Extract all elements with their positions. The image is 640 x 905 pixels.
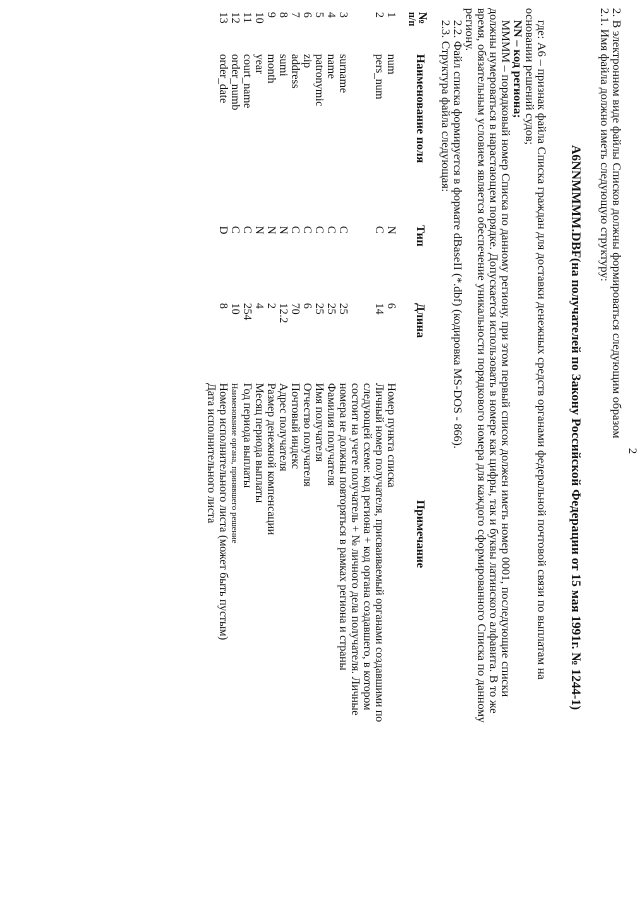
row-number: 8 <box>277 12 289 18</box>
field-note: Номер исполнительного листа (может быть пустым) <box>217 383 229 641</box>
field-note: Месяц периода выплаты <box>253 383 265 503</box>
field-name: order_numb <box>229 54 241 111</box>
row-number: 10 <box>253 12 265 24</box>
field-type: C <box>373 226 385 234</box>
row-number: 4 <box>325 12 337 18</box>
field-name: surname <box>337 54 349 93</box>
row-number: 3 <box>337 12 349 18</box>
field-note: Размер денежной компенсации <box>265 383 277 536</box>
column-notes <box>205 383 397 823</box>
field-length: 254 <box>241 303 253 321</box>
field-type: N <box>265 226 277 235</box>
header-type: Тип <box>414 225 428 247</box>
field-type: N <box>385 226 397 235</box>
explanation-line-8: 2.2. Файл списка формируется в формате dBaseII (*.dbf) (кодировка MS-DOS - 866). <box>451 20 465 449</box>
column-types <box>217 226 397 266</box>
field-name: address <box>289 54 301 89</box>
field-note: Отчество получателя <box>301 383 313 487</box>
row-number: 11 <box>241 12 253 24</box>
field-length: 70 <box>289 303 301 315</box>
field-note: следующей схеме: код региона + код органа создавшего, в котором <box>361 383 373 711</box>
field-type: C <box>313 226 325 234</box>
field-name: zip <box>301 54 313 69</box>
row-number: 7 <box>289 12 301 18</box>
column-numbers <box>217 12 397 50</box>
row-number: 6 <box>301 12 313 18</box>
field-type: N <box>253 226 265 235</box>
field-note: Фамилия получателя <box>325 383 337 486</box>
field-note: Почтовый индекс <box>289 383 301 470</box>
field-note: Личный номер получателя, присваиваемый органами создавшими по <box>373 383 385 722</box>
field-type: C <box>337 226 349 234</box>
field-length: 25 <box>337 303 349 315</box>
field-length: 10 <box>229 303 241 315</box>
field-type: D <box>217 226 229 235</box>
header-num-sub: п/п <box>406 12 417 27</box>
header-num: № <box>416 12 430 25</box>
field-note: Адрес получателя <box>277 383 289 472</box>
row-number: 1 <box>385 12 397 18</box>
explanation-line-6: время, обязательным условием является обеспечение уникальности порядкового номера для каждого сформированного Списка по данному <box>475 8 489 723</box>
field-note: Номер пункта списка <box>385 383 397 488</box>
explanation-line-3: NN – код региона; <box>511 20 525 119</box>
intro-line-1: 2. В электронном виде файлы Списков должны формироваться следующим образом <box>610 8 624 439</box>
row-number: 13 <box>217 12 229 24</box>
page-number: 2 <box>626 448 640 454</box>
field-type: C <box>229 226 241 234</box>
field-name: month <box>265 54 277 84</box>
explanation-line-4: ММММ – порядковый номер Списка по данному региону, при этом первый список должен иметь номер 0001, последующие списки <box>499 20 513 697</box>
column-field-names <box>217 54 397 214</box>
field-type: C <box>241 226 253 234</box>
field-length: 4 <box>253 303 265 309</box>
header-field-name: Наименование поля <box>414 54 428 163</box>
explanation-line-1: где: А6 – признак файла Списка граждан для доставки денежных средств органами федеральной почтовой связи по выплатам на <box>535 20 549 680</box>
explanation-line-9: 2.3. Структура файла следующая: <box>439 20 453 192</box>
field-name: name <box>325 54 337 79</box>
row-number: 2 <box>373 12 385 18</box>
field-name: num <box>385 54 397 75</box>
header-length: Длина <box>414 303 428 338</box>
field-note: Имя получателя <box>313 383 325 462</box>
field-type: C <box>289 226 301 234</box>
field-length: 8 <box>217 303 229 309</box>
file-name-title: А6NNMMMM.DBF(на получателей по Закону Российской Федерации от 15 мая 1991г. № 1244-1) <box>569 145 584 710</box>
explanation-line-5: должны нумероваться в нарастающем порядке. Допускается использовать в номере как цифры, так и буквы латинского алфавита. В то же <box>487 8 501 714</box>
header-note: Примечание <box>414 500 428 569</box>
explanation-line-7: региону. <box>463 8 477 51</box>
row-number: 5 <box>313 12 325 18</box>
field-length: 6 <box>385 303 397 309</box>
field-note: состоит на учете получатель + № личного дела получателя. Личные <box>349 383 361 716</box>
explanation-line-2: основании решений судов; <box>523 8 537 145</box>
field-name: order_date <box>217 54 229 104</box>
field-type: C <box>325 226 337 234</box>
field-name: court_name <box>241 54 253 109</box>
field-length: 25 <box>325 303 337 315</box>
field-length: 12.2 <box>277 303 289 324</box>
field-type: N <box>277 226 289 235</box>
field-name: sumi <box>277 54 289 77</box>
intro-line-2: 2.1. Имя файла должно иметь следующую структуру: <box>598 8 612 282</box>
field-length: 6 <box>301 303 313 309</box>
field-note: Дата исполнительного листа <box>205 383 217 524</box>
field-name: pers_num <box>373 54 385 100</box>
field-length: 2 <box>265 303 277 309</box>
field-length: 14 <box>373 303 385 315</box>
field-note: Год периода выплаты <box>241 383 253 488</box>
row-number: 9 <box>265 12 277 18</box>
field-type: C <box>301 226 313 234</box>
field-length: 25 <box>313 303 325 315</box>
column-lengths <box>217 303 397 363</box>
field-name: patronymic <box>313 54 325 107</box>
field-note: Наименование органа, принявшего решение <box>230 383 240 544</box>
field-note: номера не должны повторяться в рамках региона и страны <box>337 383 349 671</box>
row-number: 12 <box>229 12 241 24</box>
field-name: year <box>253 54 265 74</box>
